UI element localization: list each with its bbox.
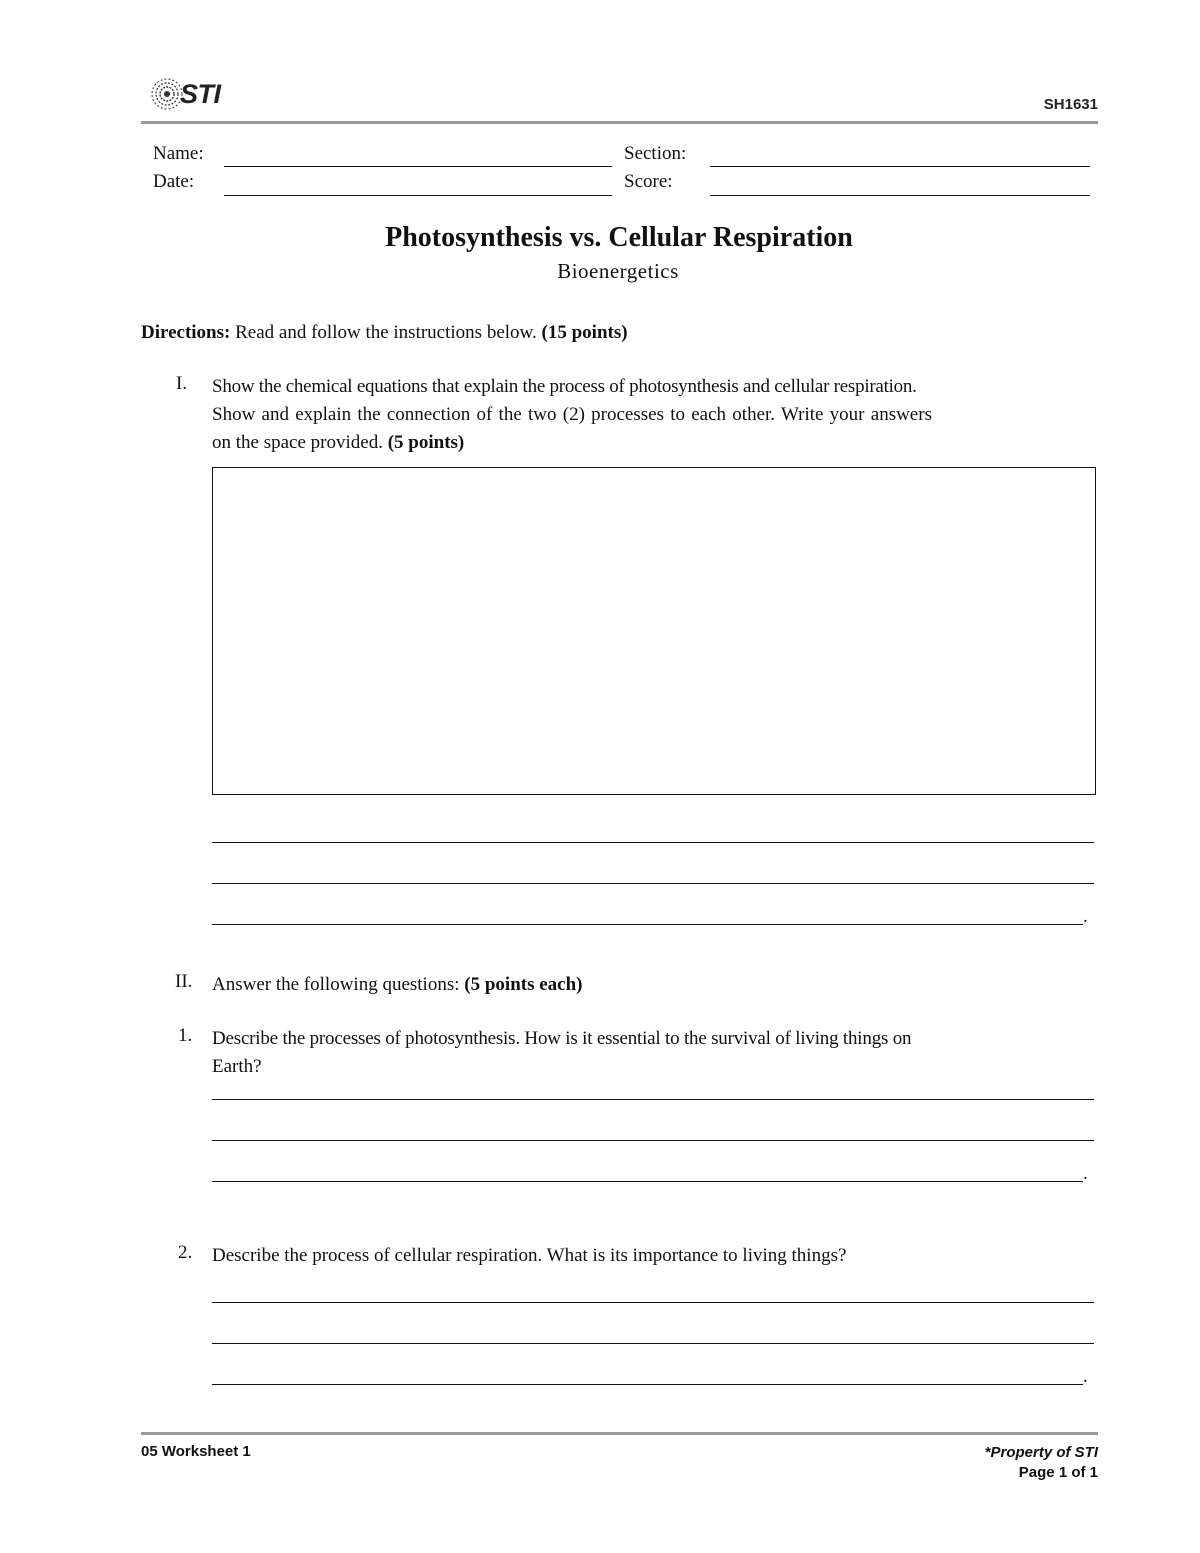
date-field[interactable] — [224, 195, 612, 196]
footer-right — [985, 1443, 1098, 1483]
part2-numeral: II. — [175, 971, 193, 992]
question-1-line2: Earth? — [212, 1056, 262, 1077]
logo-text: STI — [180, 78, 221, 109]
line-end-period: . — [1083, 906, 1088, 927]
globe-logo-icon — [150, 77, 184, 111]
date-label: Date: — [153, 171, 195, 192]
part1-points: (5 points) — [387, 432, 465, 453]
section-field[interactable] — [710, 166, 1090, 167]
directions-label: Directions: — [141, 322, 231, 343]
name-field[interactable] — [224, 166, 612, 167]
question-2 — [212, 1242, 1098, 1270]
directions-points: (15 points) — [541, 322, 628, 343]
answer-box[interactable] — [212, 467, 1096, 795]
question-number: 2. — [178, 1242, 193, 1263]
question-number: 1. — [178, 1025, 193, 1046]
footer-divider — [141, 1432, 1098, 1435]
directions — [141, 319, 628, 347]
answer-line[interactable] — [212, 883, 1094, 884]
score-label: Score: — [624, 171, 673, 192]
sti-logo — [150, 76, 221, 112]
name-label: Name: — [153, 143, 204, 164]
answer-line[interactable] — [212, 842, 1094, 843]
part1-line3-text: on the space provided. — [212, 432, 388, 453]
document-code: SH1631 — [1043, 96, 1098, 113]
answer-line[interactable] — [212, 1099, 1094, 1100]
score-field[interactable] — [710, 195, 1090, 196]
part1-line1: Show the chemical equations that explain the process of photosynthesis and cellular respiration. — [212, 376, 917, 397]
answer-line[interactable] — [212, 1384, 1083, 1385]
footer-worksheet-label: 05 Worksheet 1 — [141, 1443, 251, 1460]
line-end-period: . — [1083, 1163, 1088, 1184]
footer-page-number: Page 1 of 1 — [1018, 1464, 1098, 1481]
page-title: Photosynthesis vs. Cellular Respiration — [385, 222, 853, 253]
part1-line2: Show and explain the connection of the two (2) processes to each other. Write your answers — [212, 404, 932, 425]
footer-property: *Property of STI — [984, 1444, 1098, 1461]
answer-line[interactable] — [212, 1343, 1094, 1344]
answer-line[interactable] — [212, 1181, 1083, 1182]
answer-line[interactable] — [212, 1140, 1094, 1141]
part1-numeral: I. — [176, 373, 188, 394]
directions-text: Read and follow the instructions below. — [230, 322, 542, 343]
section-label: Section: — [624, 143, 687, 164]
page-subtitle: Bioenergetics — [557, 259, 679, 283]
answer-line[interactable] — [212, 924, 1083, 925]
question-1 — [212, 1025, 1098, 1081]
part1-instructions — [212, 373, 1098, 457]
question-2-line1: Describe the process of cellular respiration. What is its importance to living things? — [212, 1245, 847, 1266]
question-1-line1: Describe the processes of photosynthesis. How is it essential to the survival of living things on — [212, 1028, 912, 1049]
part1-line3 — [212, 429, 1098, 457]
answer-line[interactable] — [212, 1302, 1094, 1303]
part2-text: Answer the following questions: — [212, 974, 465, 995]
part2-instructions — [212, 971, 583, 999]
part2-points: (5 points each) — [464, 974, 583, 995]
header-divider — [141, 121, 1098, 124]
line-end-period: . — [1083, 1366, 1088, 1387]
